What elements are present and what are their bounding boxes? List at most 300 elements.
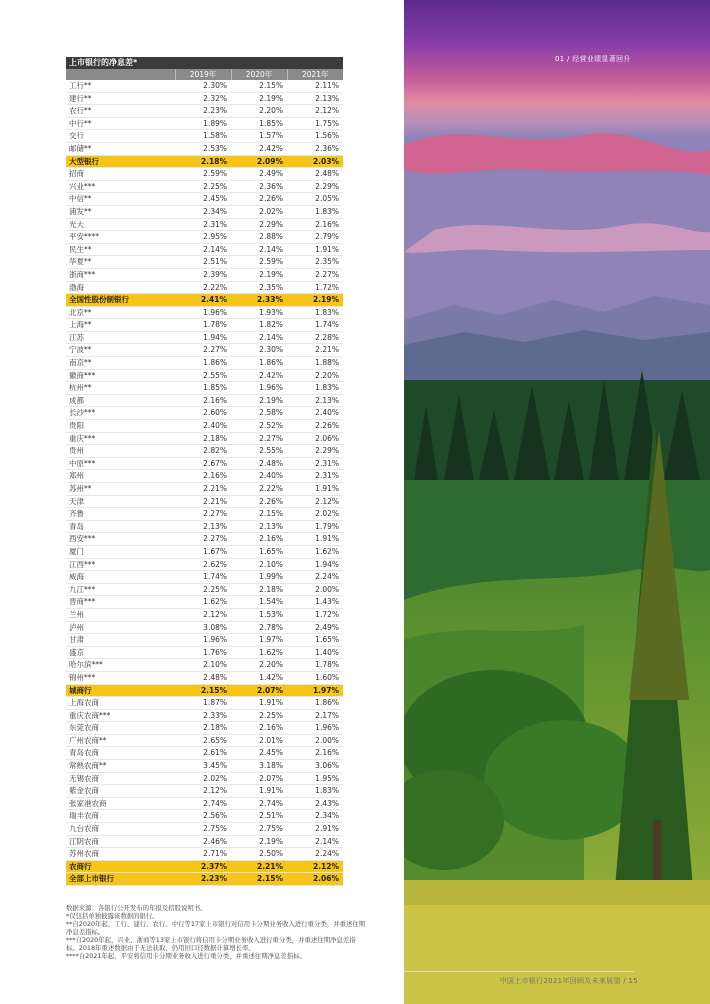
table-row <box>66 243 343 256</box>
table-row <box>66 457 343 470</box>
table-row <box>66 697 343 710</box>
table-row <box>66 319 343 332</box>
value-2020-cell: 2.15% <box>231 873 287 886</box>
value-2020-cell: 2.14% <box>231 331 287 344</box>
value-2020-cell: 1.91% <box>231 697 287 710</box>
value-2021-cell: 1.74% <box>287 319 343 332</box>
value-2020-cell: 2.19% <box>231 835 287 848</box>
column-header: 2019年 <box>175 69 231 80</box>
value-2021-cell: 2.28% <box>287 331 343 344</box>
value-2019-cell: 2.27% <box>175 508 231 521</box>
value-2020-cell: 1.62% <box>231 646 287 659</box>
value-2020-cell: 2.10% <box>231 558 287 571</box>
table-row <box>66 281 343 294</box>
value-2019-cell: 3.08% <box>175 621 231 634</box>
value-2019-cell: 2.32% <box>175 92 231 105</box>
value-2021-cell: 2.14% <box>287 835 343 848</box>
footnote: 数据来源：各银行公开发布的年报及招股说明书。 <box>66 904 207 912</box>
bank-name-cell: 江苏 <box>66 331 175 344</box>
value-2019-cell: 2.12% <box>175 785 231 798</box>
footnote: ***自2020年起，兴业、浙商等13家上市银行将信用卡分期业务收入进行重分类，并重述往期净息差指标。2018年重述数据由于无法获取，仍用旧口径数据计算增长率。 <box>66 936 356 952</box>
value-2021-cell: 2.00% <box>287 583 343 596</box>
table-total-row <box>66 294 343 307</box>
value-2019-cell: 2.67% <box>175 457 231 470</box>
table-row <box>66 545 343 558</box>
bank-name-cell: 兴业*** <box>66 180 175 193</box>
bank-name-cell: 中行** <box>66 117 175 130</box>
value-2019-cell: 2.55% <box>175 369 231 382</box>
value-2020-cell: 2.59% <box>231 256 287 269</box>
table-row <box>66 193 343 206</box>
bank-name-cell: 齐鲁 <box>66 508 175 521</box>
bank-name-cell: 中原*** <box>66 457 175 470</box>
value-2021-cell: 2.16% <box>287 747 343 760</box>
value-2019-cell: 2.39% <box>175 268 231 281</box>
table-row <box>66 80 343 92</box>
bank-name-cell: 邮储** <box>66 142 175 155</box>
bank-name-cell: 天津 <box>66 495 175 508</box>
value-2019-cell: 2.25% <box>175 180 231 193</box>
value-2019-cell: 1.86% <box>175 357 231 370</box>
value-2021-cell: 2.16% <box>287 218 343 231</box>
value-2019-cell: 1.89% <box>175 117 231 130</box>
value-2020-cell: 1.57% <box>231 130 287 143</box>
table-row <box>66 608 343 621</box>
value-2021-cell: 1.60% <box>287 671 343 684</box>
value-2021-cell: 2.91% <box>287 823 343 836</box>
value-2020-cell: 1.86% <box>231 357 287 370</box>
value-2021-cell: 2.02% <box>287 508 343 521</box>
value-2019-cell: 2.53% <box>175 142 231 155</box>
value-2021-cell: 1.78% <box>287 659 343 672</box>
value-2020-cell: 2.48% <box>231 457 287 470</box>
value-2019-cell: 1.87% <box>175 697 231 710</box>
table-body <box>66 80 343 886</box>
table-row <box>66 218 343 231</box>
value-2020-cell: 3.18% <box>231 760 287 773</box>
value-2019-cell: 1.74% <box>175 571 231 584</box>
value-2019-cell: 2.46% <box>175 835 231 848</box>
bank-name-cell: 九江*** <box>66 583 175 596</box>
bank-name-cell: 常熟农商** <box>66 760 175 773</box>
bank-name-cell: 晋商*** <box>66 596 175 609</box>
value-2020-cell: 1.42% <box>231 671 287 684</box>
value-2020-cell: 2.15% <box>231 80 287 92</box>
column-header: 2020年 <box>231 69 287 80</box>
footnote: *仅包括单独披露该数据的银行。 <box>66 912 159 920</box>
table-row <box>66 646 343 659</box>
value-2019-cell: 2.21% <box>175 483 231 496</box>
table-row <box>66 394 343 407</box>
value-2020-cell: 2.36% <box>231 180 287 193</box>
value-2020-cell: 2.52% <box>231 420 287 433</box>
value-2020-cell: 2.42% <box>231 142 287 155</box>
bank-name-cell: 上海** <box>66 319 175 332</box>
value-2019-cell: 2.82% <box>175 445 231 458</box>
bank-name-cell: 青岛农商 <box>66 747 175 760</box>
table-row <box>66 306 343 319</box>
value-2019-cell: 2.37% <box>175 860 231 873</box>
value-2019-cell: 2.18% <box>175 155 231 168</box>
value-2019-cell: 2.22% <box>175 281 231 294</box>
value-2019-cell: 2.13% <box>175 520 231 533</box>
value-2020-cell: 2.45% <box>231 747 287 760</box>
value-2020-cell: 2.75% <box>231 823 287 836</box>
value-2021-cell: 1.91% <box>287 533 343 546</box>
value-2019-cell: 2.16% <box>175 470 231 483</box>
bank-name-cell: 成都 <box>66 394 175 407</box>
bank-name-cell: 华夏** <box>66 256 175 269</box>
value-2020-cell: 1.65% <box>231 545 287 558</box>
table-row <box>66 558 343 571</box>
bank-name-cell: 紫金农商 <box>66 785 175 798</box>
value-2019-cell: 2.51% <box>175 256 231 269</box>
value-2020-cell: 2.22% <box>231 483 287 496</box>
value-2019-cell: 1.78% <box>175 319 231 332</box>
value-2020-cell: 1.99% <box>231 571 287 584</box>
value-2019-cell: 2.56% <box>175 810 231 823</box>
value-2020-cell: 2.13% <box>231 520 287 533</box>
value-2019-cell: 2.23% <box>175 873 231 886</box>
table-row <box>66 671 343 684</box>
value-2019-cell: 1.94% <box>175 331 231 344</box>
table-row <box>66 772 343 785</box>
page-footer: 中国上市银行2021年回顾及未来展望 / 15 <box>499 977 638 985</box>
value-2019-cell: 2.15% <box>175 684 231 697</box>
table-row <box>66 256 343 269</box>
bank-name-cell: 渤海 <box>66 281 175 294</box>
table-row <box>66 483 343 496</box>
value-2019-cell: 1.76% <box>175 646 231 659</box>
value-2021-cell: 2.00% <box>287 734 343 747</box>
value-2020-cell: 2.01% <box>231 734 287 747</box>
table-row <box>66 747 343 760</box>
value-2021-cell: 2.31% <box>287 470 343 483</box>
value-2019-cell: 2.02% <box>175 772 231 785</box>
value-2019-cell: 3.45% <box>175 760 231 773</box>
value-2019-cell: 2.40% <box>175 420 231 433</box>
table-total-row <box>66 684 343 697</box>
value-2019-cell: 2.30% <box>175 80 231 92</box>
value-2020-cell: 1.54% <box>231 596 287 609</box>
table-row <box>66 407 343 420</box>
bank-name-cell: 贵州 <box>66 445 175 458</box>
table-row <box>66 445 343 458</box>
bank-name-cell: 江阴农商 <box>66 835 175 848</box>
value-2019-cell: 1.96% <box>175 306 231 319</box>
value-2021-cell: 2.06% <box>287 432 343 445</box>
value-2019-cell: 2.10% <box>175 659 231 672</box>
value-2020-cell: 2.51% <box>231 810 287 823</box>
value-2021-cell: 2.29% <box>287 180 343 193</box>
table-row <box>66 369 343 382</box>
net-interest-margin-table <box>66 57 343 886</box>
bank-name-cell: 徽商*** <box>66 369 175 382</box>
value-2020-cell: 2.20% <box>231 105 287 118</box>
value-2021-cell: 2.13% <box>287 394 343 407</box>
column-header <box>66 69 175 80</box>
value-2021-cell: 2.35% <box>287 256 343 269</box>
table-row <box>66 785 343 798</box>
value-2020-cell: 2.40% <box>231 470 287 483</box>
table-header-row <box>66 69 343 80</box>
table-row <box>66 508 343 521</box>
table-row <box>66 722 343 735</box>
bank-name-cell: 宁波** <box>66 344 175 357</box>
value-2021-cell: 2.11% <box>287 80 343 92</box>
table-row <box>66 659 343 672</box>
table-total-row <box>66 860 343 873</box>
value-2021-cell: 1.83% <box>287 382 343 395</box>
table-row <box>66 571 343 584</box>
table-row <box>66 621 343 634</box>
bank-name-cell: 南京** <box>66 357 175 370</box>
value-2020-cell: 2.02% <box>231 205 287 218</box>
table-row <box>66 142 343 155</box>
value-2021-cell: 1.95% <box>287 772 343 785</box>
value-2021-cell: 2.27% <box>287 268 343 281</box>
table-row <box>66 357 343 370</box>
bank-name-cell: 九台农商 <box>66 823 175 836</box>
bank-name-cell: 农商行 <box>66 860 175 873</box>
value-2021-cell: 2.49% <box>287 621 343 634</box>
table-row <box>66 105 343 118</box>
value-2020-cell: 1.96% <box>231 382 287 395</box>
bank-name-cell: 中信** <box>66 193 175 206</box>
value-2020-cell: 2.19% <box>231 92 287 105</box>
value-2020-cell: 2.26% <box>231 495 287 508</box>
bank-name-cell: 兰州 <box>66 608 175 621</box>
table-row <box>66 823 343 836</box>
value-2021-cell: 2.05% <box>287 193 343 206</box>
value-2020-cell: 2.35% <box>231 281 287 294</box>
value-2020-cell: 2.33% <box>231 294 287 307</box>
value-2020-cell: 2.09% <box>231 155 287 168</box>
footer-divider <box>404 971 634 972</box>
value-2021-cell: 2.26% <box>287 420 343 433</box>
value-2019-cell: 2.60% <box>175 407 231 420</box>
value-2019-cell: 2.25% <box>175 583 231 596</box>
bank-name-cell: 泸州 <box>66 621 175 634</box>
value-2021-cell: 2.12% <box>287 495 343 508</box>
value-2020-cell: 2.55% <box>231 445 287 458</box>
bank-name-cell: 城商行 <box>66 684 175 697</box>
bank-name-cell: 平安**** <box>66 231 175 244</box>
table-row <box>66 205 343 218</box>
value-2019-cell: 2.59% <box>175 168 231 181</box>
value-2021-cell: 1.83% <box>287 785 343 798</box>
value-2020-cell: 2.18% <box>231 583 287 596</box>
value-2021-cell: 3.06% <box>287 760 343 773</box>
bank-name-cell: 农行** <box>66 105 175 118</box>
value-2021-cell: 1.91% <box>287 483 343 496</box>
value-2019-cell: 2.23% <box>175 105 231 118</box>
value-2020-cell: 1.93% <box>231 306 287 319</box>
value-2020-cell: 2.19% <box>231 394 287 407</box>
table-title: 上市银行的净息差* <box>66 57 343 69</box>
value-2021-cell: 2.24% <box>287 848 343 861</box>
bank-name-cell: 北京** <box>66 306 175 319</box>
value-2020-cell: 2.78% <box>231 621 287 634</box>
table-row <box>66 495 343 508</box>
value-2020-cell: 2.58% <box>231 407 287 420</box>
value-2019-cell: 2.48% <box>175 671 231 684</box>
landscape-photo <box>404 0 710 1004</box>
table-row <box>66 331 343 344</box>
value-2019-cell: 1.62% <box>175 596 231 609</box>
value-2019-cell: 2.12% <box>175 608 231 621</box>
table-row <box>66 533 343 546</box>
table-row <box>66 470 343 483</box>
value-2019-cell: 1.96% <box>175 634 231 647</box>
value-2019-cell: 2.18% <box>175 722 231 735</box>
table-row <box>66 344 343 357</box>
value-2021-cell: 1.72% <box>287 608 343 621</box>
table-row <box>66 117 343 130</box>
table-row <box>66 130 343 143</box>
value-2021-cell: 1.43% <box>287 596 343 609</box>
bank-name-cell: 锦州*** <box>66 671 175 684</box>
bank-name-cell: 长沙*** <box>66 407 175 420</box>
value-2019-cell: 1.58% <box>175 130 231 143</box>
value-2019-cell: 2.41% <box>175 294 231 307</box>
value-2020-cell: 1.91% <box>231 785 287 798</box>
bank-name-cell: 甘肃 <box>66 634 175 647</box>
value-2021-cell: 1.83% <box>287 205 343 218</box>
value-2020-cell: 1.97% <box>231 634 287 647</box>
value-2021-cell: 2.40% <box>287 407 343 420</box>
table-row <box>66 596 343 609</box>
bank-name-cell: 民生** <box>66 243 175 256</box>
table-row <box>66 760 343 773</box>
value-2020-cell: 2.16% <box>231 533 287 546</box>
value-2021-cell: 1.83% <box>287 306 343 319</box>
value-2020-cell: 2.16% <box>231 722 287 735</box>
table-row <box>66 420 343 433</box>
value-2019-cell: 2.33% <box>175 709 231 722</box>
table-row <box>66 382 343 395</box>
value-2021-cell: 2.20% <box>287 369 343 382</box>
value-2019-cell: 2.18% <box>175 432 231 445</box>
value-2020-cell: 2.29% <box>231 218 287 231</box>
bank-name-cell: 浦发** <box>66 205 175 218</box>
value-2019-cell: 2.45% <box>175 193 231 206</box>
value-2021-cell: 1.94% <box>287 558 343 571</box>
value-2019-cell: 2.16% <box>175 394 231 407</box>
value-2021-cell: 2.31% <box>287 457 343 470</box>
value-2019-cell: 2.71% <box>175 848 231 861</box>
table-row <box>66 520 343 533</box>
footnote: ****自2021年起，平安将信用卡分期业务收入进行重分类，并重述往期净息差指标。 <box>66 952 306 960</box>
bank-name-cell: 张家港农商 <box>66 797 175 810</box>
value-2021-cell: 2.24% <box>287 571 343 584</box>
value-2021-cell: 2.29% <box>287 445 343 458</box>
table-row <box>66 231 343 244</box>
bank-name-cell: 青岛 <box>66 520 175 533</box>
value-2021-cell: 1.65% <box>287 634 343 647</box>
value-2021-cell: 2.21% <box>287 344 343 357</box>
bank-name-cell: 郑州 <box>66 470 175 483</box>
footnotes <box>66 904 366 960</box>
bank-name-cell: 无锡农商 <box>66 772 175 785</box>
bank-name-cell: 江西*** <box>66 558 175 571</box>
table-row <box>66 583 343 596</box>
value-2020-cell: 2.14% <box>231 243 287 256</box>
bank-name-cell: 建行** <box>66 92 175 105</box>
value-2020-cell: 2.30% <box>231 344 287 357</box>
bank-name-cell: 苏州** <box>66 483 175 496</box>
value-2020-cell: 2.21% <box>231 860 287 873</box>
bank-name-cell: 杭州** <box>66 382 175 395</box>
value-2021-cell: 1.62% <box>287 545 343 558</box>
value-2021-cell: 1.97% <box>287 684 343 697</box>
value-2021-cell: 2.34% <box>287 810 343 823</box>
value-2021-cell: 1.88% <box>287 357 343 370</box>
value-2019-cell: 2.31% <box>175 218 231 231</box>
value-2019-cell: 2.27% <box>175 533 231 546</box>
value-2021-cell: 1.96% <box>287 722 343 735</box>
value-2021-cell: 2.17% <box>287 709 343 722</box>
value-2021-cell: 1.56% <box>287 130 343 143</box>
table-row <box>66 92 343 105</box>
table-row <box>66 268 343 281</box>
value-2020-cell: 2.26% <box>231 193 287 206</box>
bank-name-cell: 西安*** <box>66 533 175 546</box>
bank-name-cell: 上海农商 <box>66 697 175 710</box>
bank-name-cell: 东莞农商 <box>66 722 175 735</box>
value-2019-cell: 2.74% <box>175 797 231 810</box>
value-2020-cell: 2.74% <box>231 797 287 810</box>
bank-name-cell: 全部上市银行 <box>66 873 175 886</box>
table-row <box>66 835 343 848</box>
value-2020-cell: 2.07% <box>231 684 287 697</box>
value-2019-cell: 2.61% <box>175 747 231 760</box>
value-2020-cell: 2.19% <box>231 268 287 281</box>
bank-name-cell: 浙商*** <box>66 268 175 281</box>
table-row <box>66 634 343 647</box>
bank-name-cell: 苏州农商 <box>66 848 175 861</box>
value-2021-cell: 2.19% <box>287 294 343 307</box>
bank-name-cell: 全国性股份制银行 <box>66 294 175 307</box>
value-2019-cell: 1.85% <box>175 382 231 395</box>
value-2020-cell: 1.82% <box>231 319 287 332</box>
value-2019-cell: 2.75% <box>175 823 231 836</box>
value-2020-cell: 2.49% <box>231 168 287 181</box>
table-total-row <box>66 873 343 886</box>
table-row <box>66 734 343 747</box>
bank-name-cell: 盛京 <box>66 646 175 659</box>
value-2019-cell: 2.27% <box>175 344 231 357</box>
bank-name-cell: 工行** <box>66 80 175 92</box>
value-2019-cell: 2.95% <box>175 231 231 244</box>
value-2020-cell: 2.25% <box>231 709 287 722</box>
value-2021-cell: 1.86% <box>287 697 343 710</box>
table-row <box>66 432 343 445</box>
bank-name-cell: 广州农商** <box>66 734 175 747</box>
bank-name-cell: 哈尔滨*** <box>66 659 175 672</box>
value-2020-cell: 2.50% <box>231 848 287 861</box>
data-table <box>66 69 343 886</box>
value-2020-cell: 2.15% <box>231 508 287 521</box>
table-row <box>66 810 343 823</box>
section-header: 01 / 经营业绩显著回升 <box>555 55 631 63</box>
value-2021-cell: 2.79% <box>287 231 343 244</box>
value-2019-cell: 2.21% <box>175 495 231 508</box>
value-2021-cell: 2.13% <box>287 92 343 105</box>
value-2020-cell: 2.27% <box>231 432 287 445</box>
value-2019-cell: 2.14% <box>175 243 231 256</box>
value-2021-cell: 1.79% <box>287 520 343 533</box>
